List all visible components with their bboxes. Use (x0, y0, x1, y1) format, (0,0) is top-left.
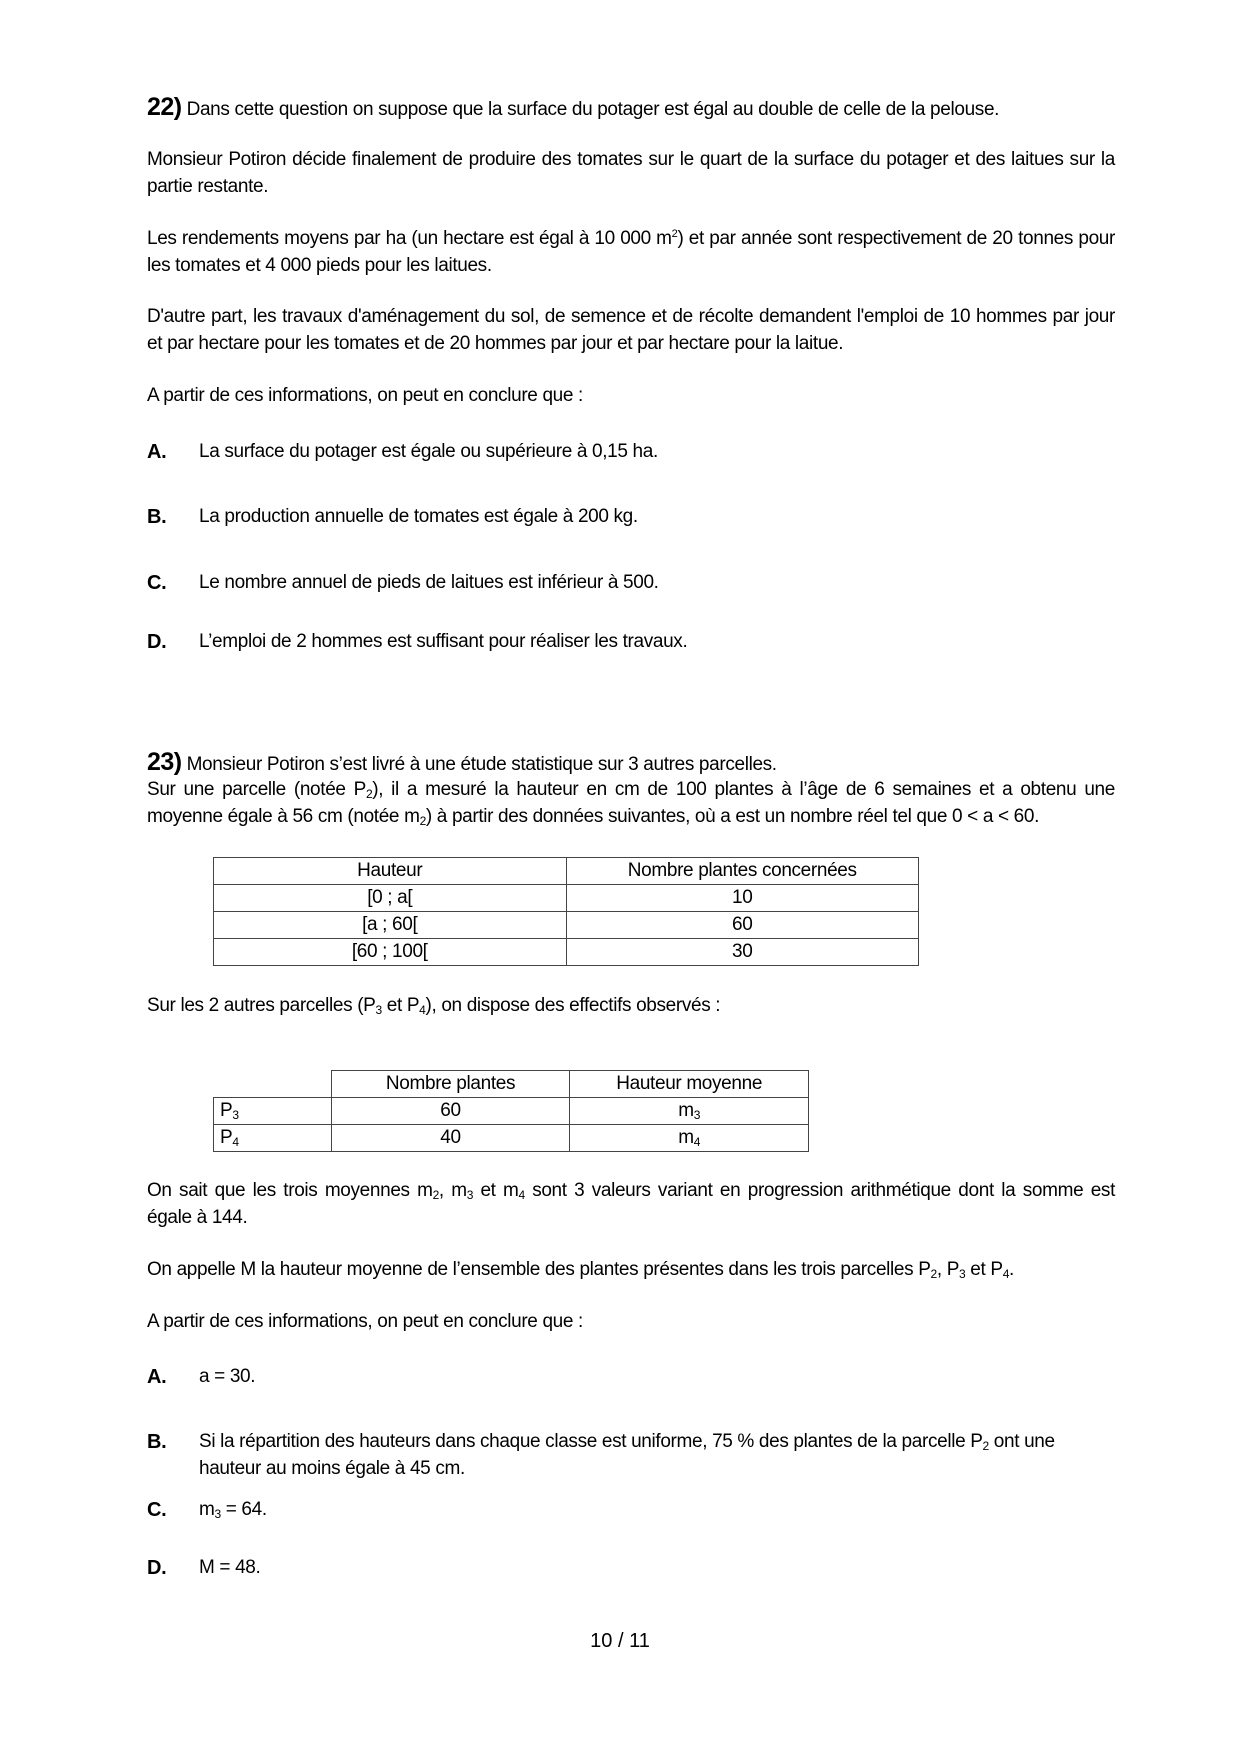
table-cell (214, 1125, 332, 1152)
option-letter: D. (147, 1557, 167, 1579)
row-label: P (220, 1100, 233, 1121)
mean-label: m (678, 1127, 694, 1148)
option-text: La surface du potager est égale ou supérieure à 0,15 ha. (199, 441, 658, 462)
option-text-a: Si la répartition des hauteurs dans chaque classe est uniforme, 75 % des plantes de la parcelle P (199, 1431, 983, 1452)
q23-means-sub1: 2 (432, 1188, 439, 1202)
q23-conclude: A partir de ces informations, on peut en conclure que : (147, 1311, 583, 1332)
table-row (214, 1125, 809, 1152)
option-sub: 3 (214, 1507, 221, 1521)
table-row (214, 912, 919, 939)
q22-paragraph-1: Monsieur Potiron décide finalement de produire des tomates sur le quart de la surface du potager et des laitues sur la partie restante. (147, 149, 1115, 197)
table-cell: 60 (331, 1098, 570, 1125)
option-text-b: = 64. (220, 1499, 267, 1520)
option-text-b: ont une hauteur au moins égale à 45 cm. (199, 1431, 1055, 1479)
q23-intro (147, 749, 1115, 779)
option-sub: 2 (982, 1439, 989, 1453)
option-letter: A. (147, 441, 167, 463)
q22-para2-part-b: ) et par année sont respectivement de 20 tonnes pour les tomates et 4 000 pieds pour les laitues. (147, 228, 1115, 276)
q23-p34-sub2: 4 (419, 1003, 426, 1017)
q23-M-d: . (1009, 1259, 1014, 1280)
q23-M-sub3: 4 (1002, 1267, 1010, 1281)
row-label-sub: 3 (232, 1108, 239, 1122)
table-row (214, 939, 919, 966)
q23-M-sub1: 2 (930, 1267, 937, 1281)
q22-conclude: A partir de ces informations, on peut en conclure que : (147, 385, 583, 406)
table-cell (214, 1098, 332, 1125)
option-letter: C. (147, 572, 167, 594)
q23-p34-sub1: 3 (375, 1003, 382, 1017)
table-header: Hauteur (214, 858, 567, 885)
table-cell: [0 ; a[ (214, 885, 567, 912)
option-letter: A. (147, 1366, 167, 1388)
q23-intro-text: Monsieur Potiron s’est livré à une étude statistique sur 3 autres parcelles. (186, 754, 777, 775)
table-cell: 30 (566, 939, 919, 966)
q23-line2-sub2: 2 (419, 813, 426, 828)
q22-para2-part-a: Les rendements moyens par ha (un hectare est égal à 10 000 m (147, 228, 672, 249)
table-header: Nombre plantes (331, 1071, 570, 1098)
q23-line2-b: ), il a mesuré la hauteur en cm de 100 plantes à l’âge de 6 semaines et a obtenu une moyenne égale à 56 cm (notée m (147, 779, 1115, 827)
table-cell: 40 (331, 1125, 570, 1152)
q22-paragraph-3: D'autre part, les travaux d'aménagement du sol, de semence et de récolte demandent l'emploi de 10 hommes par jour et par hectare pour les tomates et de 20 hommes par jour et par hectare pour la laitue. (147, 306, 1115, 354)
option-text: a = 30. (199, 1366, 256, 1387)
option-text (199, 1429, 1114, 1482)
q23-means-b: , m (438, 1180, 467, 1201)
parcel-table (213, 1070, 809, 1152)
table-cell: 10 (566, 885, 919, 912)
q23-means-sub2: 3 (466, 1188, 474, 1202)
q23-p34-b: et P (381, 995, 420, 1016)
q23-means-sub3: 4 (518, 1188, 525, 1202)
table-header: Hauteur moyenne (570, 1071, 809, 1098)
q22-para2-sup: 2 (671, 228, 678, 240)
row-label-sub: 4 (232, 1135, 239, 1149)
q23-M-b: , P (936, 1259, 960, 1280)
option-letter: C. (147, 1499, 167, 1521)
option-letter: B. (147, 506, 167, 528)
table-row (214, 1098, 809, 1125)
q23-paragraph-2 (147, 993, 1115, 1020)
q23-M-sub2: 3 (959, 1267, 966, 1281)
table-cell: [60 ; 100[ (214, 939, 567, 966)
row-label: P (220, 1127, 233, 1148)
mean-sub: 3 (693, 1108, 701, 1122)
option-letter: B. (147, 1431, 167, 1453)
q23-M-a: On appelle M la hauteur moyenne de l’ensemble des plantes présentes dans les trois parcelles P (147, 1259, 931, 1280)
option-text: La production annuelle de tomates est égale à 200 kg. (199, 506, 638, 527)
q23-means-c: et m (473, 1180, 519, 1201)
mean-label: m (678, 1100, 694, 1121)
q23-M-c: et P (965, 1259, 1003, 1280)
table-header-row (214, 858, 919, 885)
q23-means-d: sont 3 valeurs variant en progression arithmétique dont la somme est égale à 144. (147, 1180, 1115, 1228)
table-header: Nombre plantes concernées (566, 858, 919, 885)
table-header-row (214, 1071, 809, 1098)
height-distribution-table (213, 857, 919, 966)
option-letter: D. (147, 631, 167, 653)
q23-number: 23) (147, 748, 182, 776)
q22-intro-text: Dans cette question on suppose que la surface du potager est égal au double de celle de la pelouse. (186, 99, 1000, 120)
option-text: L’emploi de 2 hommes est suffisant pour réaliser les travaux. (199, 631, 688, 652)
mean-sub: 4 (693, 1135, 701, 1149)
q23-paragraph-4 (147, 1257, 1115, 1284)
option-text-a: m (199, 1499, 215, 1520)
table-cell (570, 1125, 809, 1152)
option-text: M = 48. (199, 1557, 261, 1578)
option-text: Le nombre annuel de pieds de laitues est inférieur à 500. (199, 572, 659, 593)
q23-line2-c: ) à partir des données suivantes, où a est un nombre réel tel que 0 < a < 60. (425, 805, 1040, 827)
q23-means-a: On sait que les trois moyennes m (147, 1180, 433, 1201)
q22-number: 22) (147, 93, 182, 121)
q23-p34-c: ), on dispose des effectifs observés : (425, 995, 721, 1016)
table-cell (570, 1098, 809, 1125)
page-number: 10 / 11 (590, 1630, 650, 1652)
table-row (214, 885, 919, 912)
table-cell: [a ; 60[ (214, 912, 567, 939)
q23-p34-a: Sur les 2 autres parcelles (P (147, 995, 376, 1016)
q23-paragraph-3 (147, 1178, 1115, 1231)
q22-intro (147, 94, 1115, 124)
q23-line2-a: Sur une parcelle (notée P (147, 779, 366, 800)
table-corner (214, 1071, 332, 1098)
q23-paragraph-1 (147, 777, 1115, 830)
option-text (199, 1497, 1114, 1524)
table-cell: 60 (566, 912, 919, 939)
q22-paragraph-2 (147, 226, 1115, 279)
q23-line2-sub1: 2 (365, 787, 373, 801)
